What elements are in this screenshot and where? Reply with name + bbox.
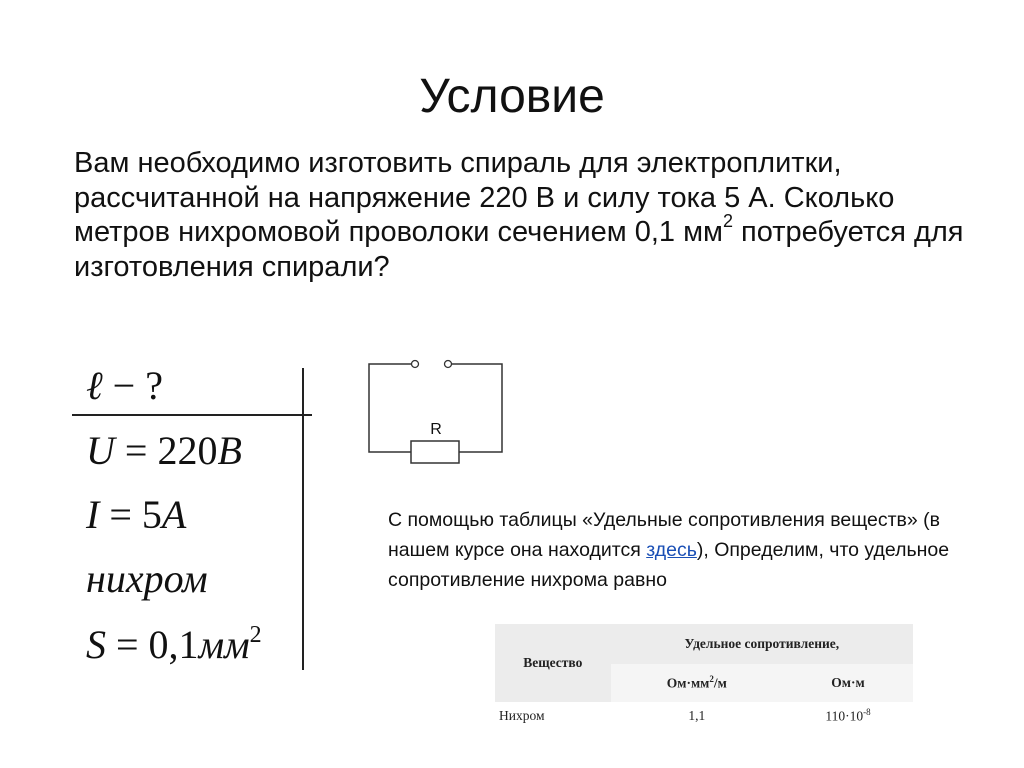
- problem-text-part2: потребуется для изготовления спирали?: [74, 216, 964, 283]
- hint-link[interactable]: здесь: [646, 539, 697, 561]
- area-exponent: 2: [249, 622, 262, 648]
- resistor-label: R: [430, 421, 442, 438]
- circuit-diagram: [360, 352, 520, 472]
- current-symbol: I: [86, 492, 100, 537]
- unknown-rest: − ?: [102, 363, 163, 408]
- current-value: = 5: [99, 492, 162, 537]
- cell-value2: [783, 702, 913, 730]
- unit1-tail: /м: [713, 675, 727, 691]
- unit1-sup: 2: [709, 674, 714, 685]
- formula-material: [86, 555, 208, 603]
- voltage-unit: B: [217, 428, 242, 473]
- table-row: [495, 702, 913, 730]
- area-unit: мм: [198, 622, 250, 667]
- given-horizontal-divider: [72, 414, 312, 416]
- circuit-wire-right: [451, 364, 502, 452]
- length-symbol: ℓ: [86, 363, 103, 408]
- material-name: нихром: [86, 556, 208, 601]
- voltage-symbol: U: [86, 428, 115, 473]
- formula-unknown-length: [86, 362, 163, 410]
- resistor-symbol: [411, 441, 459, 463]
- problem-text-part1: Вам необходимо изготовить спираль для электроплитки, рассчитанной на напряжение 220 В и силу тока 5 А. Сколько метров нихромовой проволоки сечением 0,1 мм: [74, 147, 895, 248]
- table-header-unit2: Ом·м: [783, 664, 913, 702]
- cell-substance: Нихром: [499, 708, 545, 723]
- cell-value1: 1,1: [688, 708, 706, 723]
- hint-text-part2: ), Определим, что удельное сопротивление нихрома равно: [388, 539, 950, 591]
- resistivity-table: [495, 624, 913, 730]
- voltage-value: = 220: [114, 428, 218, 473]
- formula-area: [86, 621, 262, 675]
- value2-exp: -8: [863, 707, 871, 718]
- table-header-substance: Вещество: [495, 624, 611, 702]
- hint-paragraph: [388, 505, 968, 595]
- slide-title: Условие: [419, 70, 605, 123]
- circuit-wire-left: [369, 364, 412, 452]
- current-unit: A: [161, 492, 187, 537]
- area-value: = 0,1: [106, 622, 199, 667]
- terminal-right: [445, 361, 452, 368]
- formula-current: [86, 491, 186, 539]
- terminal-left: [412, 361, 419, 368]
- hint-text-part1: С помощью таблицы «Удельные сопротивления веществ» (в нашем курсе она находится: [388, 509, 941, 561]
- area-symbol: S: [86, 622, 106, 667]
- formula-voltage: [86, 427, 242, 475]
- table-header-resistivity: Удельное сопротивление,: [611, 624, 913, 664]
- problem-text: [74, 146, 974, 284]
- problem-superscript: 2: [722, 211, 733, 232]
- table-header-unit1: [611, 664, 783, 702]
- value2-base: 110·10: [825, 708, 864, 724]
- unit1-base: Ом·мм: [666, 675, 710, 691]
